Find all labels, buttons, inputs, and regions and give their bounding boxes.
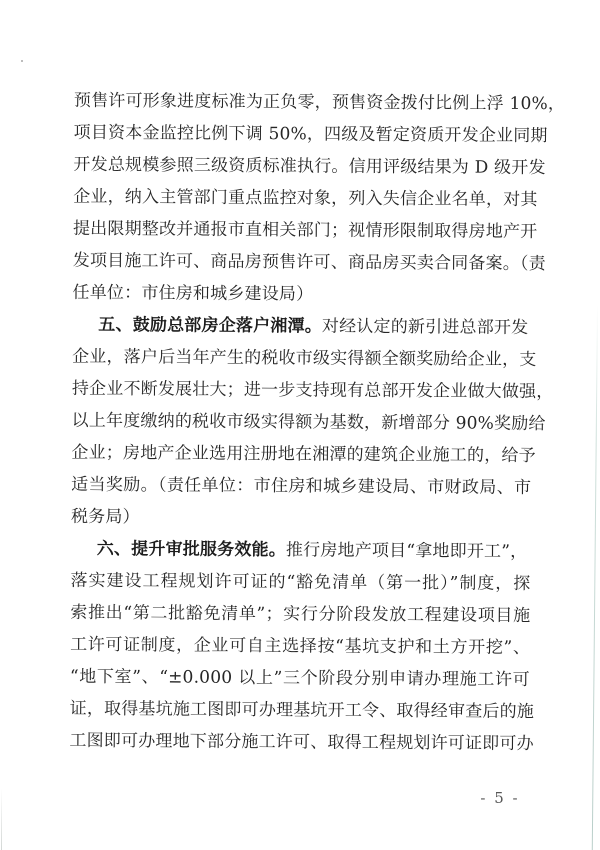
line-text: 提出限期整改并通报市直相关部门；视情形限制取得房地产开 — [72, 218, 538, 243]
text-line — [73, 181, 538, 216]
line-text: 发项目施工许可、商品房预售许可、商品房买卖合同备案。（责 — [72, 250, 546, 275]
line-text: 适当奖励。（责任单位：市住房和城乡建设局、市财政局、市 — [71, 474, 532, 498]
text-line — [70, 661, 530, 696]
text-line — [73, 149, 546, 184]
line-text: 工许可证制度，企业可自主选择按“基坑支护和土方开挖”、 — [70, 634, 531, 658]
section-6-heading-line — [71, 533, 531, 568]
text-line — [72, 341, 537, 376]
section-5-heading-line — [72, 309, 532, 344]
text-line — [71, 469, 531, 504]
line-text: 推行房地产项目“拿地即开工”， — [285, 540, 528, 562]
line-text: “地下室”、“±0.000 以上”三个阶段分别申请办理施工许可 — [69, 666, 530, 690]
line-text: 持企业不断发展壮大；进一步支持现有总部开发企业做大做强， — [71, 378, 554, 403]
scan-speck-artifact — [21, 60, 23, 62]
line-text: 任单位：市住房和城乡建设局） — [72, 282, 314, 305]
line-text: 企业；房地产企业选用注册地在湘潭的建筑企业施工的，给予 — [71, 442, 536, 467]
line-text: 以上年度缴纳的税收市级实得额为基数，新增部分 90%奖励给 — [71, 410, 546, 435]
text-line — [72, 245, 546, 280]
line-text: 证，取得基坑施工图即可办理基坑开工令、取得经审查后的施 — [69, 698, 535, 723]
text-line — [71, 373, 554, 408]
text-line — [70, 565, 530, 600]
scan-page-edge-right — [592, 305, 599, 850]
text-line — [69, 725, 534, 760]
line-text: 开发总规模参照三级资质标准执行。信用评级结果为 D 级开发 — [73, 154, 546, 179]
text-line — [71, 405, 546, 440]
text-line — [70, 597, 530, 632]
line-text: 索推出“第二批豁免清单”；实行分阶段发放工程建设项目施 — [70, 602, 531, 626]
text-line-paragraph-end — [71, 501, 531, 536]
line-text: 工图即可办理地下部分施工许可、取得工程规划许可证即可办 — [69, 730, 534, 755]
text-line — [72, 213, 538, 248]
section-heading: 六、提升审批服务效能。 — [96, 538, 287, 561]
text-line — [70, 629, 530, 664]
text-line-paragraph-end — [72, 277, 532, 312]
text-line — [71, 437, 536, 472]
line-text: 预售许可形象进度标准为正负零，预售资金拨付比例上浮 10%， — [73, 90, 566, 115]
line-text: 企业，落户后当年产生的税收市级实得额全额奖励给企业，支 — [72, 346, 537, 371]
document-body — [69, 85, 566, 760]
text-line — [73, 117, 548, 152]
text-line — [69, 693, 535, 728]
scan-page-edge-left — [1, 788, 2, 850]
text-line — [73, 85, 566, 120]
section-heading: 五、鼓励总部房企落户湘潭。 — [98, 314, 323, 337]
line-text: 落实建设工程规划许可证的“豁免清单（第一批）”制度，探 — [70, 570, 531, 594]
line-text: 税务局） — [70, 506, 140, 528]
line-text: 企业，纳入主管部门重点监控对象，列入失信企业名单，对其 — [73, 186, 538, 211]
line-text: 项目资本金监控比例下调 50%，四级及暂定资质开发企业同期 — [73, 122, 548, 147]
line-text: 对经认定的新引进总部开发 — [321, 316, 529, 338]
page-number: - 5 - — [480, 789, 520, 807]
